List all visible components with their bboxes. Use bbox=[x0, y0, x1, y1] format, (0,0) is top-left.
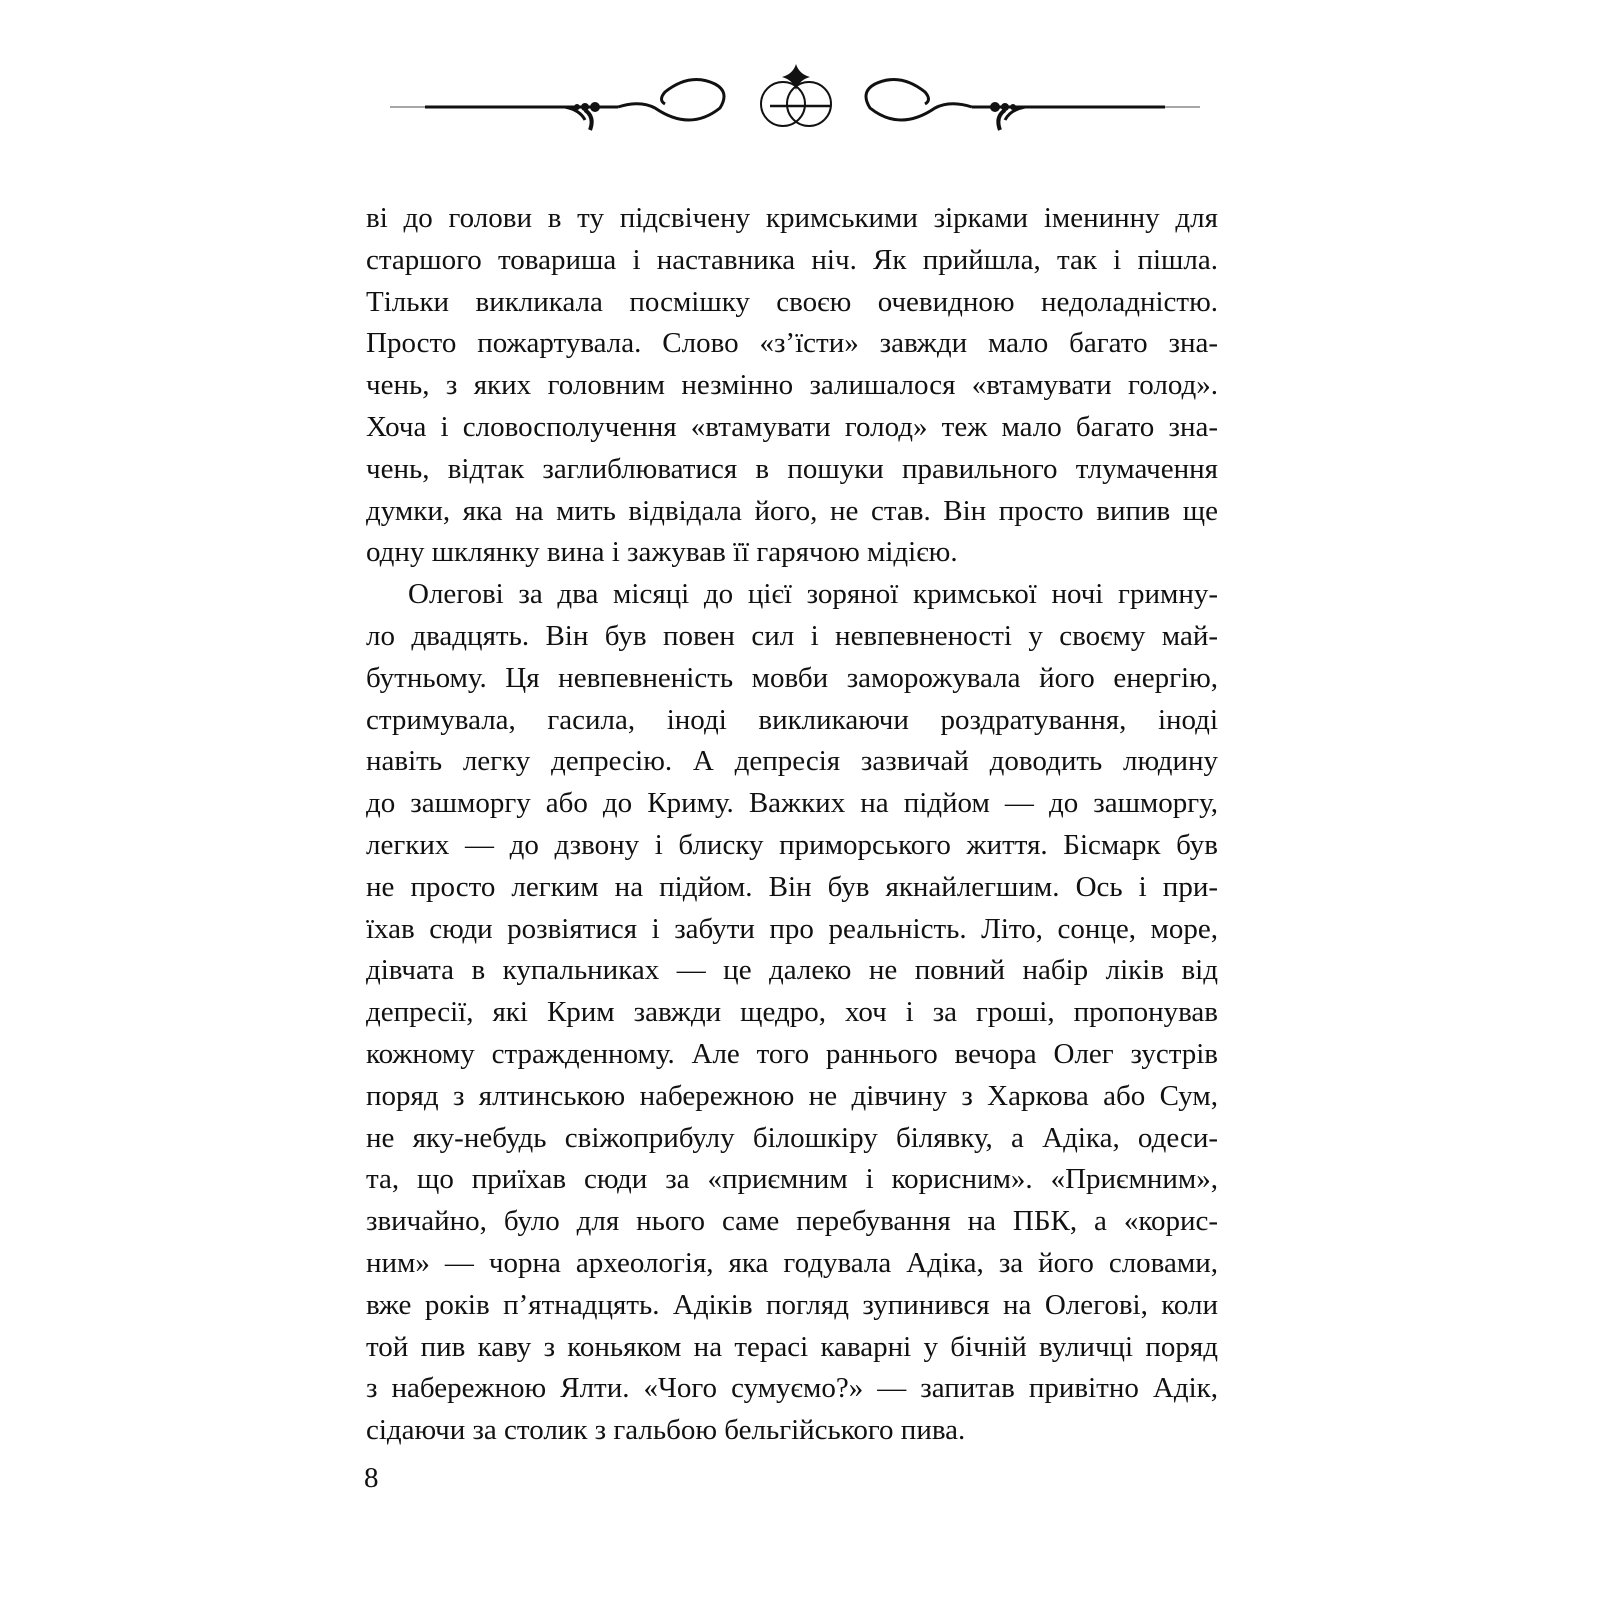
text-line: Тільки викликала посмішку своєю очевидною недоладністю. bbox=[366, 285, 1218, 318]
text-line: стримувала, гасила, іноді викликаючи роздратування, іноді bbox=[366, 703, 1218, 736]
text-line: з набережною Ялти. «Чого сумуємо?» — запитав привітно Адік, bbox=[366, 1372, 1218, 1405]
text-line: легких — до дзвону і блиску приморського життя. Бісмарк був bbox=[366, 828, 1218, 861]
page-number: 8 bbox=[364, 1462, 379, 1494]
text-line: ним» — чорна археологія, яка годувала Адіка, за його словами, bbox=[366, 1246, 1218, 1279]
text-line: сідаючи за столик з гальбою бельгійського пива. bbox=[366, 1414, 966, 1447]
text-line: Просто пожартувала. Слово «з’їсти» завжди мало багато зна- bbox=[366, 327, 1218, 360]
paragraph bbox=[366, 574, 1218, 1452]
paragraph bbox=[366, 198, 1218, 574]
text-line: звичайно, було для нього саме перебування на ПБК, а «корис- bbox=[366, 1205, 1218, 1238]
flourish-divider-icon bbox=[390, 62, 1200, 142]
text-line: кожному стражденному. Але того раннього вечора Олег зустрів bbox=[366, 1037, 1218, 1070]
text-line: поряд з ялтинською набережною не дівчину з Харкова або Сум, bbox=[366, 1079, 1218, 1112]
text-line: чень, відтак заглиблюватися в пошуки правильного тлумачення bbox=[366, 452, 1218, 485]
text-line: Хоча і словосполучення «втамувати голод» теж мало багато зна- bbox=[366, 410, 1218, 443]
text-line: ві до голови в ту підсвічену кримськими зірками іменинну для bbox=[366, 202, 1218, 234]
text-line: дівчата в купальниках — це далеко не повний набір ліків від bbox=[366, 954, 1218, 987]
text-line: навіть легку депресію. А депресія зазвичай доводить людину bbox=[366, 745, 1218, 778]
text-line: одну шклянку вина і зажував її гарячою мідією. bbox=[366, 536, 958, 569]
text-line: їхав сюди розвіятися і забути про реальність. Літо, сонце, море, bbox=[366, 912, 1218, 945]
text-line: не просто легким на підйом. Він був якнайлегшим. Ось і при- bbox=[366, 870, 1218, 903]
text-line: той пив каву з коньяком на терасі каварні у бічній вуличці поряд bbox=[366, 1330, 1218, 1363]
text-line: бутньому. Ця невпевненість мовби заморожувала його енергію, bbox=[366, 661, 1218, 694]
text-line: чень, з яких головним незмінно залишалося «втамувати голод». bbox=[366, 369, 1218, 402]
text-line: Олегові за два місяці до цієї зоряної кримської ночі гримну- bbox=[408, 578, 1218, 611]
text-line: та, що приїхав сюди за «приємним і корисним». «Приємним», bbox=[366, 1163, 1218, 1196]
body-text bbox=[366, 198, 1218, 1452]
text-line: депресії, які Крим завжди щедро, хоч і за гроші, пропонував bbox=[366, 996, 1218, 1029]
text-line: старшого товариша і наставника ніч. Як прийшла, так і пішла. bbox=[366, 243, 1218, 276]
text-line: не яку-небудь свіжоприбулу білошкіру білявку, а Адіка, одеси- bbox=[366, 1121, 1218, 1154]
text-line: до зашморгу або до Криму. Важких на підйом — до зашморгу, bbox=[366, 787, 1218, 820]
text-line: ло двадцять. Він був повен сил і невпевненості у своєму май- bbox=[366, 619, 1218, 652]
text-line: думки, яка на мить відвідала його, не став. Він просто випив ще bbox=[366, 494, 1218, 527]
text-line: вже років п’ятнадцять. Адіків погляд зупинився на Олегові, коли bbox=[366, 1288, 1218, 1321]
